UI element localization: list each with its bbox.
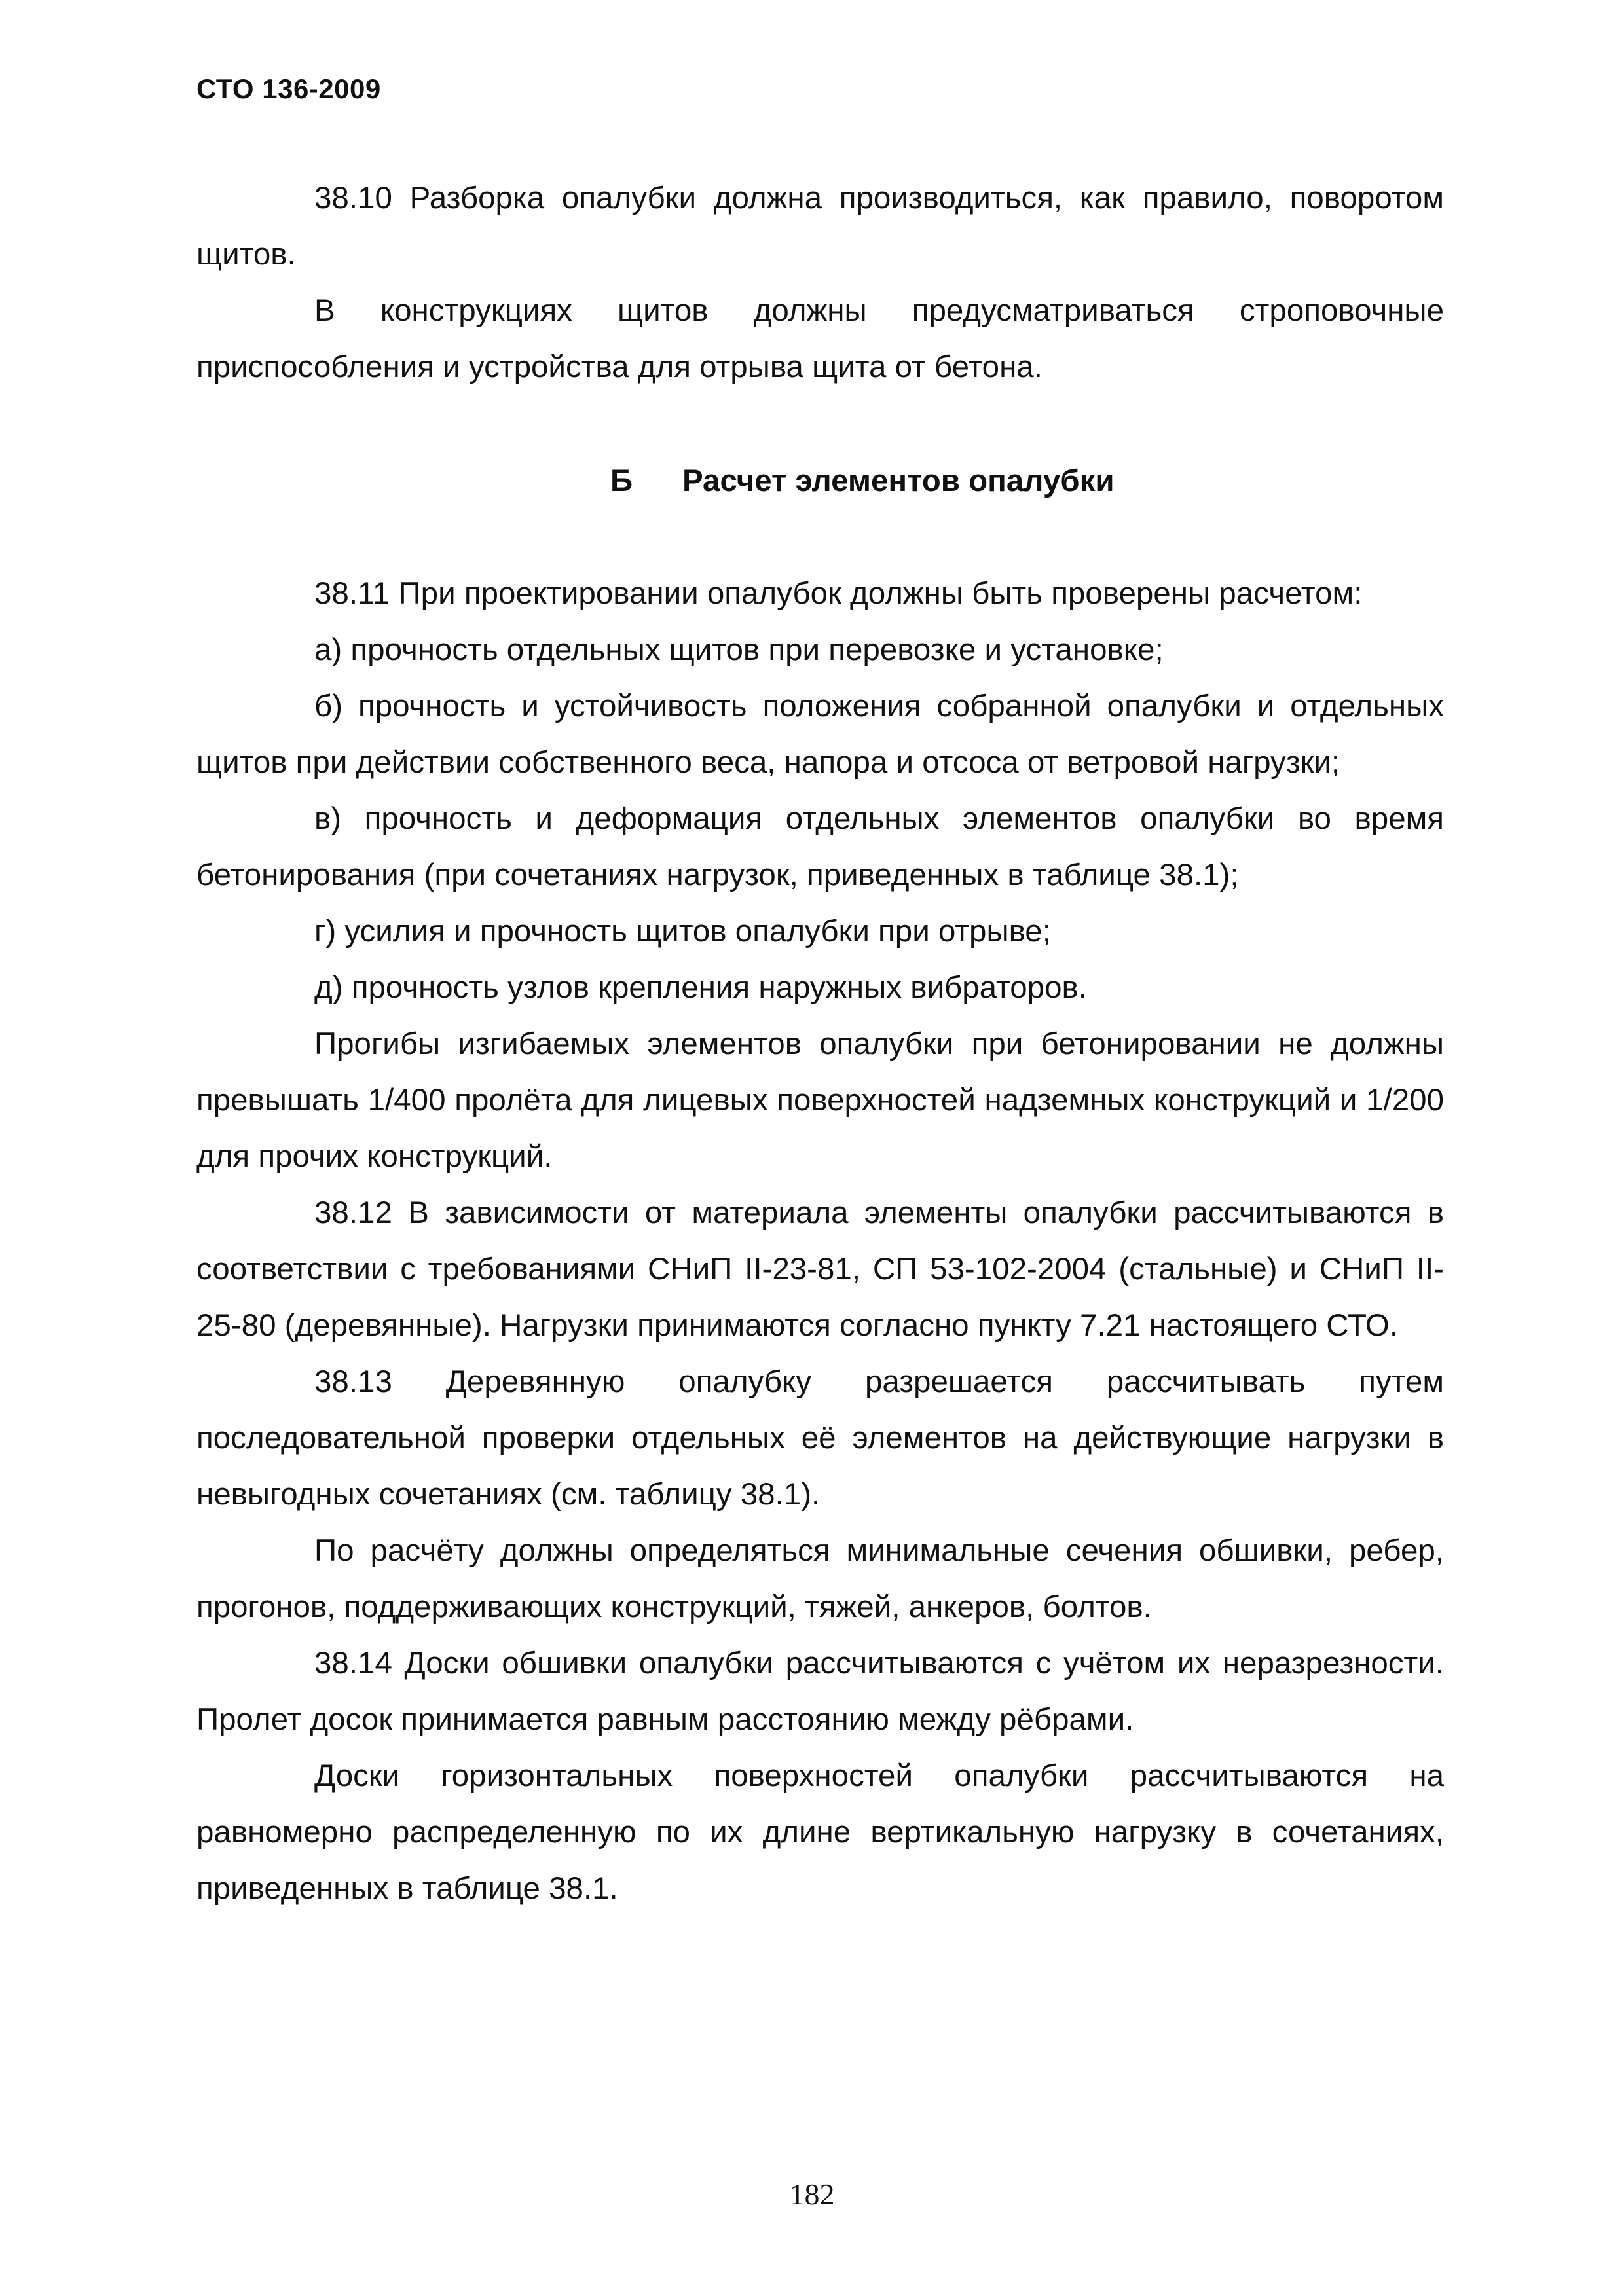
page-number: 182 <box>789 2178 835 2211</box>
paragraph-min-sections: По расчёту должны определяться минимальные сечения обшивки, ребер, прогонов, поддерживающих конструкций, тяжей, анкеров, болтов. <box>196 1533 1444 1624</box>
section-letter: Б <box>610 464 633 498</box>
page-body <box>196 170 1444 1917</box>
paragraph-38-14: 38.14 Доски обшивки опалубки рассчитываются с учётом их неразрезности. Пролет досок принимается равным расстоянию между рёбрами. <box>196 1646 1444 1737</box>
section-heading <box>196 453 1444 509</box>
paragraph-38-12: 38.12 В зависимости от материала элементы опалубки рассчитываются в соответствии с требованиями СНиП II-23-81, СП 53-102-2004 (стальные) и СНиП II-25-80 (деревянные). Нагрузки принимаются согласно пункту 7.21 настоящего СТО. <box>196 1195 1444 1343</box>
list-item-a: а) прочность отдельных щитов при перевозке и установке; <box>314 632 1164 667</box>
list-item-v: в) прочность и деформация отдельных элементов опалубки во время бетонирования (при сочетаниях нагрузок, приведенных в таблице 38.1); <box>196 801 1444 892</box>
paragraph-deflection: Прогибы изгибаемых элементов опалубки при бетонировании не должны превышать 1/400 пролёта для лицевых поверхностей надземных конструкций и 1/200 для прочих конструкций. <box>196 1027 1444 1174</box>
paragraph-38-11: 38.11 При проектировании опалубок должны быть проверены расчетом: <box>314 576 1363 611</box>
section-title: Расчет элементов опалубки <box>682 464 1115 498</box>
paragraph-lifting-devices: В конструкциях щитов должны предусматриваться строповочные приспособления и устройства для отрыва щита от бетона. <box>196 293 1444 384</box>
list-item-g: г) усилия и прочность щитов опалубки при отрыве; <box>314 914 1051 949</box>
list-item-b: б) прочность и устойчивость положения собранной опалубки и отдельных щитов при действии собственного веса, напора и отсоса от ветровой нагрузки; <box>196 689 1444 780</box>
spacer <box>196 509 1444 566</box>
paragraph-horizontal-boards: Доски горизонтальных поверхностей опалубки рассчитываются на равномерно распределенную по их длине вертикальную нагрузку в сочетаниях, приведенных в таблице 38.1. <box>196 1758 1444 1906</box>
list-item-d: д) прочность узлов крепления наружных вибраторов. <box>314 970 1087 1005</box>
spacer <box>196 395 1444 453</box>
paragraph-38-13: 38.13 Деревянную опалубку разрешается рассчитывать путем последовательной проверки отдельных её элементов на действующие нагрузки в невыгодных сочетаниях (см. таблицу 38.1). <box>196 1364 1444 1512</box>
document-code: СТО 136-2009 <box>196 73 381 104</box>
paragraph-38-10: 38.10 Разборка опалубки должна производиться, как правило, поворотом щитов. <box>196 181 1444 272</box>
